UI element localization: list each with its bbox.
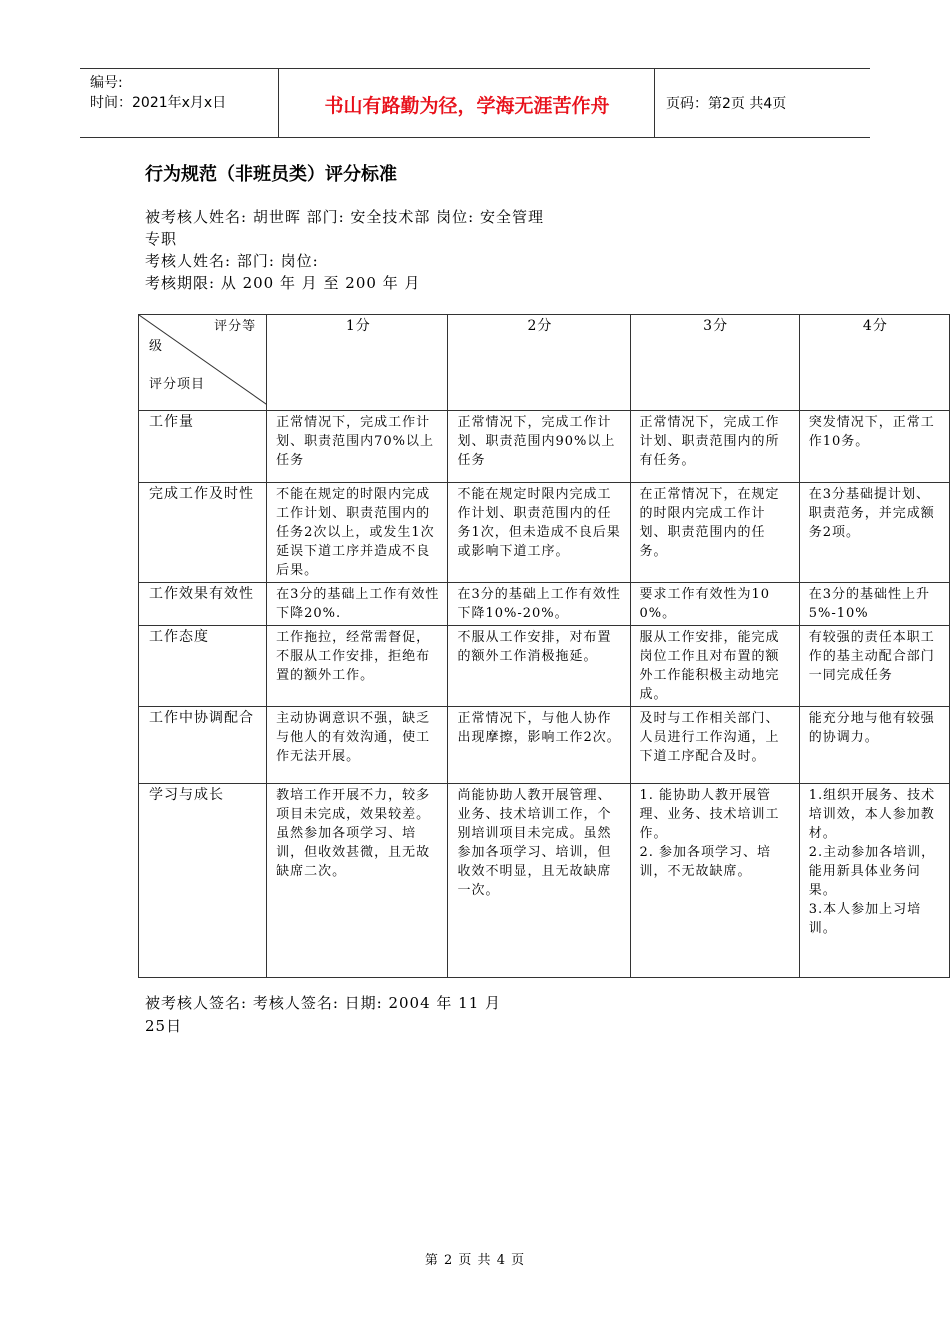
row-label: 工作量: [139, 411, 267, 483]
column-header: 1分: [267, 315, 448, 411]
table-cell: 在3分的基础上工作有效性下降10%-20%。: [448, 583, 630, 626]
info-line-assessor: 考核人姓名: 部门: 岗位:: [145, 252, 319, 270]
table-row: [139, 483, 950, 583]
table-cell: 及时与工作相关部门、人员进行工作沟通，上下道工序配合及时。: [630, 707, 799, 784]
column-header: 4分: [799, 315, 949, 411]
table-cell: 1. 能协助人教开展管理、业务、技术培训工作。 2. 参加各项学习、培训，不无故缺席。: [630, 784, 799, 978]
table-cell: 正常情况下，完成工作计划、职责范围内的所有任务。: [630, 411, 799, 483]
page-info: 页码：第2页 共4页: [666, 96, 787, 112]
document-title: 行为规范（非班员类）评分标准: [145, 164, 397, 185]
row-label: 完成工作及时性: [139, 483, 267, 583]
info-line-employee: 被考核人姓名: 胡世晖 部门: 安全技术部 岗位: 安全管理: [145, 208, 545, 226]
page-footer: 第 2 页 共 4 页: [424, 1253, 526, 1268]
row-label: 工作中协调配合: [139, 707, 267, 784]
row-label: 学习与成长: [139, 784, 267, 978]
signature-date-cont: 25日: [145, 1017, 183, 1035]
scoring-table: [138, 314, 950, 978]
table-cell: 在正常情况下，在规定的时限内完成工作计划、职责范围内的任务。: [630, 483, 799, 583]
table-row: [139, 784, 950, 978]
table-cell: 1.组织开展务、技术培训效，本人参加教材。 2.主动参加各培训，能用新具体业务问果。 3.本人参加上习培训。: [799, 784, 949, 978]
table-cell: 在3分的基础性上升5%-10%: [799, 583, 949, 626]
info-line-employee-cont: 专职: [145, 230, 178, 248]
table-cell: 不能在规定的时限内完成工作计划、职责范围内的任务2次以上，或发生1次延误下道工序并造成不良后果。: [267, 483, 448, 583]
table-row: [139, 707, 950, 784]
table-cell: 能充分地与他有较强的协调力。: [799, 707, 949, 784]
corner-cell: [139, 315, 267, 411]
table-cell: 突发情况下，正常工作10务。: [799, 411, 949, 483]
table-header-row: [139, 315, 950, 411]
corner-label-bottom: 评分项目: [149, 377, 206, 392]
table-cell: 正常情况下，完成工作计划、职责范围内70%以上任务: [267, 411, 448, 483]
column-header: 3分: [630, 315, 799, 411]
column-header: 2分: [448, 315, 630, 411]
table-row: [139, 626, 950, 707]
table-row: [139, 583, 950, 626]
table-cell: 有较强的责任本职工作的基主动配合部门一同完成任务: [799, 626, 949, 707]
table-cell: 不服从工作安排，对布置的额外工作消极拖延。: [448, 626, 630, 707]
info-line-period: 考核期限: 从 200 年 月 至 200 年 月: [145, 274, 421, 292]
table-cell: 不能在规定时限内完成工作计划、职责范围内的任务1次，但未造成不良后果或影响下道工序。: [448, 483, 630, 583]
corner-label-top: 评分等: [214, 319, 257, 334]
table-cell: 主动协调意识不强，缺乏与他人的有效沟通，使工作无法开展。: [267, 707, 448, 784]
table-cell: 尚能协助人教开展管理、业务、技术培训工作，个别培训项目未完成。虽然参加各项学习、培训，但收效不明显，且无故缺席一次。: [448, 784, 630, 978]
time-label: 时间：2021年x月x日: [90, 95, 227, 111]
table-cell: 要求工作有效性为100%。: [630, 583, 799, 626]
table-cell: 教培工作开展不力，较多项目未完成，效果较差。虽然参加各项学习、培训，但收效甚微，且无故缺席二次。: [267, 784, 448, 978]
serial-label: 编号:: [90, 75, 123, 91]
table-cell: 在3分基础提计划、职责范务，并完成额务2项。: [799, 483, 949, 583]
table-row: [139, 411, 950, 483]
table-cell: 正常情况下，与他人协作出现摩擦，影响工作2次。: [448, 707, 630, 784]
corner-label-mid: 级: [149, 339, 164, 354]
table-cell: 在3分的基础上工作有效性下降20%.: [267, 583, 448, 626]
table-cell: 服从工作安排，能完成岗位工作且对布置的额外工作能积极主动地完成。: [630, 626, 799, 707]
row-label: 工作态度: [139, 626, 267, 707]
table-cell: 正常情况下，完成工作计划、职责范围内90%以上任务: [448, 411, 630, 483]
signature-line: 被考核人签名: 考核人签名: 日期: 2004 年 11 月: [145, 994, 502, 1012]
table-cell: 工作拖拉，经常需督促，不服从工作安排，拒绝布置的额外工作。: [267, 626, 448, 707]
motto: 书山有路勤为径，学海无涯苦作舟: [324, 95, 610, 117]
row-label: 工作效果有效性: [139, 583, 267, 626]
